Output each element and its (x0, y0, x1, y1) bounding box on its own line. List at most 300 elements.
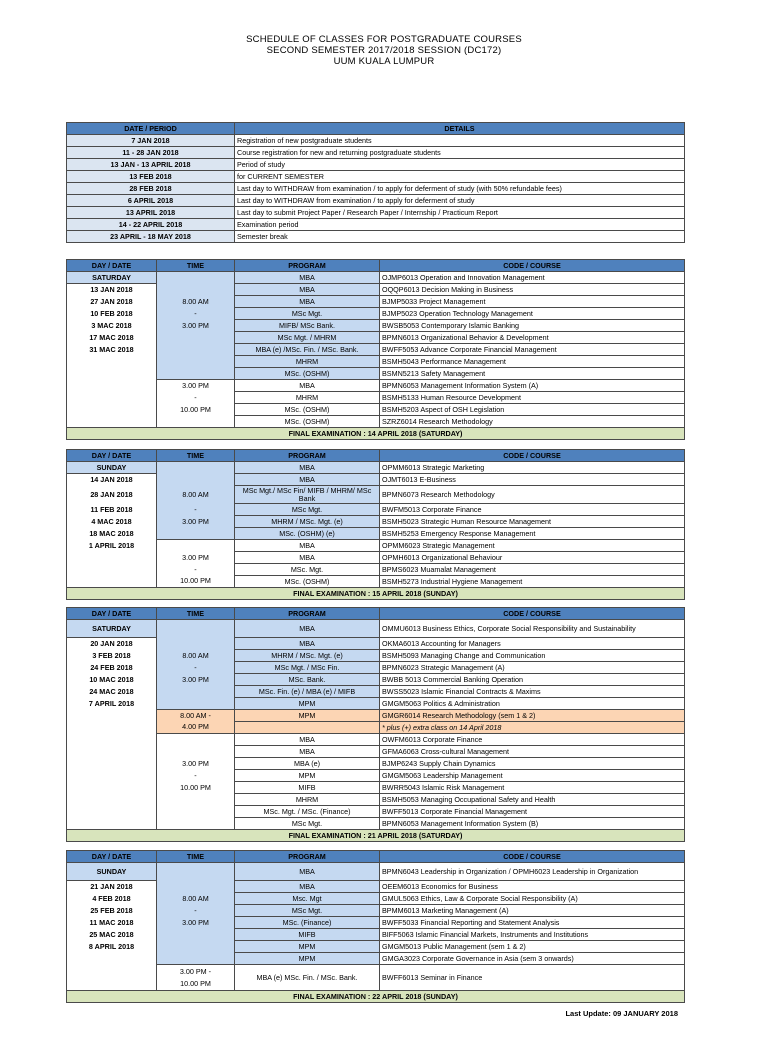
schedule-row (67, 284, 685, 296)
time-cell: 8.00 AM (157, 893, 235, 905)
time-cell (157, 540, 235, 552)
period-details: Last day to submit Project Paper / Research Paper / Internship / Practicum Report (235, 207, 685, 219)
day-date-cell (67, 368, 157, 380)
schedule-row (67, 734, 685, 746)
time-cell: 8.00 AM - (157, 710, 235, 722)
day-date-cell: 3 FEB 2018 (67, 650, 157, 662)
time-cell (157, 368, 235, 380)
program-cell: MPM (235, 698, 380, 710)
schedule-row (67, 770, 685, 782)
schedule-row (67, 722, 685, 734)
schedule-row (67, 818, 685, 830)
schedule-row (67, 929, 685, 941)
schedule-row (67, 917, 685, 929)
program-cell: MSc Mgt./ MSc Fin/ MIFB / MHRM/ MSc Bank (235, 486, 380, 504)
schedule-row (67, 953, 685, 965)
course-cell: BSMH5253 Emergency Response Management (380, 528, 685, 540)
time-cell: 3.00 PM (157, 758, 235, 770)
program-cell: MBA (235, 296, 380, 308)
col-course: CODE / COURSE (380, 450, 685, 462)
course-cell: OEEM6013 Economics for Business (380, 881, 685, 893)
time-cell (157, 965, 235, 991)
program-cell: MIFB/ MSc Bank. (235, 320, 380, 332)
sunday-block-2 (66, 850, 685, 1003)
time-cell (157, 929, 235, 941)
time-cell: 3.00 PM (157, 674, 235, 686)
program-cell: MBA (235, 638, 380, 650)
course-cell: BJMP5023 Operation Technology Management (380, 308, 685, 320)
time-cell (157, 806, 235, 818)
day-date-cell: 21 JAN 2018 (67, 881, 157, 893)
day-date-cell: 28 JAN 2018 (67, 486, 157, 504)
day-date-cell: 17 MAC 2018 (67, 332, 157, 344)
schedule-row (67, 416, 685, 428)
schedule-row (67, 662, 685, 674)
day-date-cell (67, 758, 157, 770)
course-cell: BSMH5133 Human Resource Development (380, 392, 685, 404)
time-cell (157, 272, 235, 284)
program-cell: MSc Mgt. (235, 905, 380, 917)
time-cell (157, 474, 235, 486)
dates-row (67, 231, 685, 243)
day-date-cell: 3 MAC 2018 (67, 320, 157, 332)
day-date-cell: 14 JAN 2018 (67, 474, 157, 486)
course-cell: OJMT6013 E-Business (380, 474, 685, 486)
program-cell: MSc. Mgt. (235, 564, 380, 576)
time-cell (157, 344, 235, 356)
schedule-row (67, 893, 685, 905)
period-date: 28 FEB 2018 (67, 183, 235, 195)
time-cell (157, 746, 235, 758)
day-date-cell: SUNDAY (67, 863, 157, 881)
col-day-date: DAY / DATE (67, 608, 157, 620)
final-exam-label: FINAL EXAMINATION : 21 APRIL 2018 (SATURDAY) (67, 830, 685, 842)
day-date-cell: 4 MAC 2018 (67, 516, 157, 528)
schedule-row (67, 462, 685, 474)
dates-table (66, 122, 685, 243)
course-cell: BSMH5053 Managing Occupational Safety and Health (380, 794, 685, 806)
col-program: PROGRAM (235, 851, 380, 863)
program-cell: MBA (235, 284, 380, 296)
period-details: Registration of new postgraduate students (235, 135, 685, 147)
course-cell: GMGR6014 Research Methodology (sem 1 & 2) (380, 710, 685, 722)
program-cell: MBA (e) /MSc. Fin. / MSc. Bank. (235, 344, 380, 356)
col-time: TIME (157, 260, 235, 272)
day-date-cell: 11 MAC 2018 (67, 917, 157, 929)
schedule-row (67, 965, 685, 991)
course-cell: BJMP6243 Supply Chain Dynamics (380, 758, 685, 770)
program-cell: MSc Mgt. / MSc Fin. (235, 662, 380, 674)
col-day-date: DAY / DATE (67, 260, 157, 272)
course-cell: GMGM5063 Leadership Management (380, 770, 685, 782)
schedule-row (67, 806, 685, 818)
day-date-cell: 24 FEB 2018 (67, 662, 157, 674)
schedule-row (67, 308, 685, 320)
course-cell: BPMN6053 Management Information System (A) (380, 380, 685, 392)
time-cell: 8.00 AM (157, 650, 235, 662)
course-cell: OMMU6013 Business Ethics, Corporate Social Responsibility and Sustainability (380, 620, 685, 638)
course-cell: BJMP5033 Project Management (380, 296, 685, 308)
day-date-cell (67, 770, 157, 782)
dates-rows (67, 135, 685, 243)
schedule-row (67, 698, 685, 710)
day-date-cell: 18 MAC 2018 (67, 528, 157, 540)
time-cell (157, 794, 235, 806)
schedule-row (67, 674, 685, 686)
day-date-cell: SATURDAY (67, 272, 157, 284)
day-date-cell (67, 392, 157, 404)
day-date-cell: 25 MAC 2018 (67, 929, 157, 941)
col-date-period: DATE / PERIOD (67, 123, 235, 135)
col-time: TIME (157, 450, 235, 462)
time-cell: 10.00 PM (157, 404, 235, 416)
schedule-row (67, 638, 685, 650)
period-details: Period of study (235, 159, 685, 171)
time-cell: - (157, 308, 235, 320)
schedule-row (67, 356, 685, 368)
program-cell: MHRM (235, 392, 380, 404)
day-date-cell: 20 JAN 2018 (67, 638, 157, 650)
program-cell: MHRM / MSc. Mgt. (e) (235, 516, 380, 528)
day-date-cell: 24 MAC 2018 (67, 686, 157, 698)
dates-row (67, 183, 685, 195)
time-cell: 10.00 PM (157, 576, 235, 588)
time-cell (157, 528, 235, 540)
period-details: Semester break (235, 231, 685, 243)
course-cell: BWFM5013 Corporate Finance (380, 504, 685, 516)
schedule-row (67, 320, 685, 332)
time-cell: - (157, 564, 235, 576)
course-cell: BPMN6073 Research Methodology (380, 486, 685, 504)
schedule-row (67, 620, 685, 638)
col-program: PROGRAM (235, 608, 380, 620)
schedule-row (67, 296, 685, 308)
program-cell: MSc. (OSHM) (235, 576, 380, 588)
period-details: Course registration for new and returning postgraduate students (235, 147, 685, 159)
time-cell: 3.00 PM (157, 516, 235, 528)
final-exam-row (67, 830, 685, 842)
program-cell: MHRM (235, 356, 380, 368)
time-cell: 3.00 PM (157, 917, 235, 929)
col-course: CODE / COURSE (380, 851, 685, 863)
program-cell: MBA (235, 474, 380, 486)
time-cell (157, 818, 235, 830)
final-exam-label: FINAL EXAMINATION : 15 APRIL 2018 (SUNDAY) (67, 588, 685, 600)
course-cell: OWFM6013 Corporate Finance (380, 734, 685, 746)
program-cell: MPM (235, 941, 380, 953)
day-date-cell: SUNDAY (67, 462, 157, 474)
course-cell: OPMM6013 Strategic Marketing (380, 462, 685, 474)
time-cell (157, 638, 235, 650)
schedule-row (67, 272, 685, 284)
schedule-row (67, 576, 685, 588)
title-line-1: SCHEDULE OF CLASSES FOR POSTGRADUATE COURSES (246, 34, 522, 45)
program-cell: MBA (235, 620, 380, 638)
final-exam-label: FINAL EXAMINATION : 22 APRIL 2018 (SUNDAY) (67, 991, 685, 1003)
day-date-cell (67, 404, 157, 416)
dates-row (67, 159, 685, 171)
program-cell: MIFB (235, 782, 380, 794)
saturday-block-2 (66, 607, 685, 842)
course-cell: BWFF5033 Financial Reporting and Statement Analysis (380, 917, 685, 929)
day-date-cell: 8 APRIL 2018 (67, 941, 157, 953)
dates-row (67, 195, 685, 207)
period-date: 23 APRIL - 18 MAY 2018 (67, 231, 235, 243)
course-cell: GMGM5063 Politics & Administration (380, 698, 685, 710)
course-cell: * plus (+) extra class on 14 April 2018 (380, 722, 685, 734)
course-cell: BWSS5023 Islamic Financial Contracts & Maxims (380, 686, 685, 698)
period-date: 6 APRIL 2018 (67, 195, 235, 207)
day-date-cell: 13 JAN 2018 (67, 284, 157, 296)
schedule-row (67, 758, 685, 770)
time-pm-start: 3.00 PM - (179, 966, 212, 976)
dates-row (67, 147, 685, 159)
day-date-cell (67, 782, 157, 794)
program-cell: MSc Mgt. (235, 308, 380, 320)
day-date-cell (67, 953, 157, 965)
program-cell: MSc Mgt. (235, 818, 380, 830)
course-cell: BWSB5053 Contemporary Islamic Banking (380, 320, 685, 332)
time-cell (157, 356, 235, 368)
time-cell (157, 620, 235, 638)
schedule-row (67, 710, 685, 722)
day-date-cell (67, 564, 157, 576)
schedule-row (67, 564, 685, 576)
course-cell: BIFF5063 Islamic Financial Markets, Instruments and Institutions (380, 929, 685, 941)
program-cell: MSc. Fin. (e) / MBA (e) / MIFB (235, 686, 380, 698)
course-cell: BSMH5273 Industrial Hygiene Management (380, 576, 685, 588)
program-cell: MSc. (OSHM) (235, 404, 380, 416)
period-date: 7 JAN 2018 (67, 135, 235, 147)
course-cell: BSMH5203 Aspect of OSH Legislation (380, 404, 685, 416)
schedule-row (67, 392, 685, 404)
period-date: 11 - 28 JAN 2018 (67, 147, 235, 159)
course-cell: BPMN6053 Management Information System (B) (380, 818, 685, 830)
day-date-cell: 25 FEB 2018 (67, 905, 157, 917)
time-pm-end: 10.00 PM (180, 978, 211, 988)
course-cell: BWFF5053 Advance Corporate Financial Management (380, 344, 685, 356)
program-cell: MSc. Mgt. / MSc. (Finance) (235, 806, 380, 818)
period-details: Last day to WITHDRAW from examination / to apply for deferment of study (235, 195, 685, 207)
time-cell: 3.00 PM (157, 380, 235, 392)
program-cell: MSc. Bank. (235, 674, 380, 686)
course-cell: BSMH5093 Managing Change and Communication (380, 650, 685, 662)
schedule-row (67, 344, 685, 356)
day-date-cell: 31 MAC 2018 (67, 344, 157, 356)
day-date-cell: 11 FEB 2018 (67, 504, 157, 516)
program-cell: MPM (235, 770, 380, 782)
program-cell: MHRM / MSc. Mgt. (e) (235, 650, 380, 662)
col-time: TIME (157, 608, 235, 620)
program-cell: MPM (235, 710, 380, 722)
time-cell: 3.00 PM (157, 320, 235, 332)
course-cell: BPMM6013 Marketing Management (A) (380, 905, 685, 917)
period-date: 13 JAN - 13 APRIL 2018 (67, 159, 235, 171)
final-exam-label: FINAL EXAMINATION : 14 APRIL 2018 (SATURDAY) (67, 428, 685, 440)
schedule-row (67, 540, 685, 552)
period-details: Last day to WITHDRAW from examination / to apply for deferment of study (with 50% refundable fees) (235, 183, 685, 195)
day-date-cell (67, 356, 157, 368)
period-date: 14 - 22 APRIL 2018 (67, 219, 235, 231)
program-cell: MSc. (OSHM) (235, 416, 380, 428)
course-cell: BWRR5043 Islamic Risk Management (380, 782, 685, 794)
period-details: for CURRENT SEMESTER (235, 171, 685, 183)
program-cell: MBA (235, 734, 380, 746)
time-cell (157, 953, 235, 965)
time-cell (157, 332, 235, 344)
col-program: PROGRAM (235, 260, 380, 272)
time-cell (157, 863, 235, 881)
period-details: Examination period (235, 219, 685, 231)
day-date-cell (67, 722, 157, 734)
period-date: 13 APRIL 2018 (67, 207, 235, 219)
program-cell: MSc Mgt. (235, 504, 380, 516)
program-cell: MSc. (OSHM) (235, 368, 380, 380)
time-cell: 4.00 PM (157, 722, 235, 734)
title-line-2: SECOND SEMESTER 2017/2018 SESSION (DC172) (266, 45, 502, 56)
time-cell (157, 698, 235, 710)
course-cell: BSMH5023 Strategic Human Resource Management (380, 516, 685, 528)
course-cell: OKMA6013 Accounting for Managers (380, 638, 685, 650)
course-cell: GMUL5063 Ethics, Law & Corporate Social Responsibility (A) (380, 893, 685, 905)
day-date-cell: 10 MAC 2018 (67, 674, 157, 686)
schedule-row (67, 686, 685, 698)
program-cell: MPM (235, 953, 380, 965)
course-cell: GFMA6063 Cross-cultural Management (380, 746, 685, 758)
day-date-cell (67, 734, 157, 746)
col-day-date: DAY / DATE (67, 450, 157, 462)
time-cell (157, 734, 235, 746)
day-date-cell (67, 806, 157, 818)
time-cell: 8.00 AM (157, 296, 235, 308)
schedule-row (67, 332, 685, 344)
schedule-row (67, 552, 685, 564)
time-cell (157, 686, 235, 698)
course-cell: BPMN6013 Organizational Behavior & Development (380, 332, 685, 344)
day-date-cell (67, 552, 157, 564)
schedule-row (67, 782, 685, 794)
course-cell: GMGA3023 Corporate Governance in Asia (sem 3 onwards) (380, 953, 685, 965)
day-date-cell: 1 APRIL 2018 (67, 540, 157, 552)
course-cell: OJMP6013 Operation and Innovation Management (380, 272, 685, 284)
period-date: 13 FEB 2018 (67, 171, 235, 183)
program-cell: MBA (e) (235, 758, 380, 770)
course-cell: SZRZ6014 Research Methodology (380, 416, 685, 428)
day-date-cell (67, 380, 157, 392)
course-cell: GMGM5013 Public Management (sem 1 & 2) (380, 941, 685, 953)
program-cell: MSc. (OSHM) (e) (235, 528, 380, 540)
day-date-cell: 4 FEB 2018 (67, 893, 157, 905)
course-cell: BWFF5013 Corporate Financial Management (380, 806, 685, 818)
course-cell: BWBB 5013 Commercial Banking Operation (380, 674, 685, 686)
day-date-cell: 7 APRIL 2018 (67, 698, 157, 710)
dates-row (67, 219, 685, 231)
final-exam-row (67, 991, 685, 1003)
schedule-row (67, 650, 685, 662)
saturday-block-1 (66, 259, 685, 440)
title-line-3: UUM KUALA LUMPUR (333, 56, 435, 67)
schedule-row (67, 504, 685, 516)
time-cell: 8.00 AM (157, 486, 235, 504)
program-cell: MSc Mgt. / MHRM (235, 332, 380, 344)
schedule-row (67, 905, 685, 917)
program-cell: MBA (235, 462, 380, 474)
dates-row (67, 135, 685, 147)
program-cell (235, 722, 380, 734)
program-cell: MBA (235, 540, 380, 552)
time-cell: - (157, 392, 235, 404)
schedule-row (67, 486, 685, 504)
time-cell (157, 284, 235, 296)
col-time: TIME (157, 851, 235, 863)
schedule-row (67, 881, 685, 893)
time-cell: - (157, 905, 235, 917)
course-cell: BPMN6043 Leadership in Organization / OPMH6023 Leadership in Organization (380, 863, 685, 881)
col-details: DETAILS (235, 123, 685, 135)
program-cell: MBA (235, 881, 380, 893)
time-cell: 10.00 PM (157, 782, 235, 794)
final-exam-row (67, 588, 685, 600)
schedule-row (67, 941, 685, 953)
schedule-row (67, 516, 685, 528)
program-cell: MIFB (235, 929, 380, 941)
program-cell: MBA (235, 380, 380, 392)
program-cell: MBA (235, 552, 380, 564)
day-date-cell (67, 576, 157, 588)
program-cell: MBA (235, 863, 380, 881)
course-cell: OQQP6013 Decision Making in Business (380, 284, 685, 296)
program-cell: MBA (e) MSc. Fin. / MSc. Bank. (235, 965, 380, 991)
time-cell: - (157, 504, 235, 516)
day-date-cell (67, 746, 157, 758)
day-date-cell (67, 710, 157, 722)
program-cell: MBA (235, 272, 380, 284)
course-cell: BSMH5043 Performance Management (380, 356, 685, 368)
schedule-row (67, 368, 685, 380)
course-cell: BSMN5213 Safety Management (380, 368, 685, 380)
course-cell: BPMN6023 Strategic Management (A) (380, 662, 685, 674)
schedule-row (67, 863, 685, 881)
last-update: Last Update: 09 JANUARY 2018 (565, 1009, 678, 1018)
schedule-row (67, 474, 685, 486)
schedule-row (67, 794, 685, 806)
time-cell (157, 416, 235, 428)
day-date-cell (67, 965, 157, 991)
col-course: CODE / COURSE (380, 608, 685, 620)
program-cell: MSc. (Finance) (235, 917, 380, 929)
program-cell: MBA (235, 746, 380, 758)
schedule-row (67, 528, 685, 540)
course-cell: BWFF6013 Seminar in Finance (380, 965, 685, 991)
day-date-cell: 27 JAN 2018 (67, 296, 157, 308)
time-cell (157, 462, 235, 474)
day-date-cell (67, 818, 157, 830)
schedule-row (67, 380, 685, 392)
time-cell: 3.00 PM (157, 552, 235, 564)
course-cell: BPMS6023 Muamalat Management (380, 564, 685, 576)
day-date-cell: 10 FEB 2018 (67, 308, 157, 320)
dates-row (67, 171, 685, 183)
time-cell (157, 881, 235, 893)
final-exam-row (67, 428, 685, 440)
program-cell: Msc. Mgt (235, 893, 380, 905)
col-program: PROGRAM (235, 450, 380, 462)
time-cell: - (157, 662, 235, 674)
col-day-date: DAY / DATE (67, 851, 157, 863)
time-cell (157, 941, 235, 953)
schedule-row (67, 404, 685, 416)
col-course: CODE / COURSE (380, 260, 685, 272)
